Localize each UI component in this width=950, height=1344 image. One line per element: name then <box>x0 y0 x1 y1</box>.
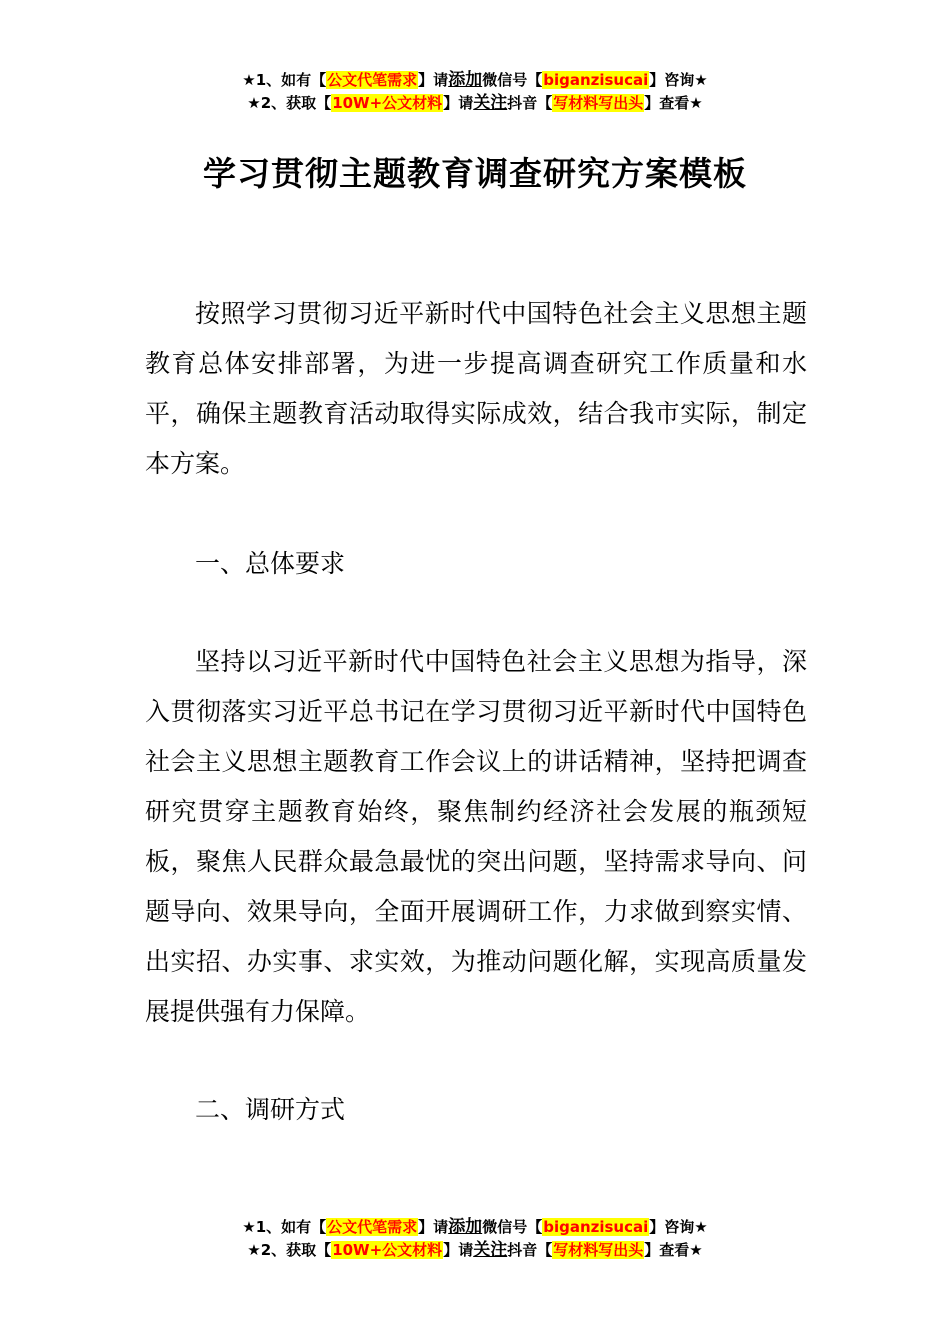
promo-emphasis-add: 添加 <box>448 70 483 90</box>
promo-text: ★2、获取【 <box>247 1241 332 1259</box>
promo-text: ★2、获取【 <box>247 94 332 112</box>
promo-text: 】咨询★ <box>649 71 708 89</box>
promo-text: 微信号【 <box>482 1218 543 1236</box>
promo-text: 】查看★ <box>644 1241 703 1259</box>
section-1-heading: 一、总体要求 <box>195 549 346 578</box>
promo-banner-bottom <box>0 1216 950 1262</box>
promo-highlight-wechat-id: biganzisucai <box>543 1218 649 1236</box>
intro-paragraph: 按照学习贯彻习近平新时代中国特色社会主义思想主题教育总体安排部署，为进一步提高调查研究工作质量和水平，确保主题教育活动取得实际成效，结合我市实际，制定本方案。 <box>145 299 807 478</box>
promo-text: 抖音【 <box>507 1241 553 1259</box>
promo-line-2 <box>0 92 950 115</box>
promo-highlight-service: 公文代笔需求 <box>327 1218 418 1236</box>
intro-block <box>145 289 807 489</box>
promo-text: ★1、如有【 <box>242 71 327 89</box>
promo-line-2 <box>0 1239 950 1262</box>
promo-text: 微信号【 <box>482 71 543 89</box>
promo-emphasis-add: 添加 <box>448 1217 483 1237</box>
section-1-heading-block <box>145 539 807 589</box>
section-1-body-block <box>145 637 807 1037</box>
promo-highlight-douyin: 写材料写出头 <box>553 1241 644 1259</box>
promo-text: 】请 <box>418 71 449 89</box>
promo-highlight-service: 公文代笔需求 <box>327 71 418 89</box>
promo-highlight-douyin: 写材料写出头 <box>553 94 644 112</box>
section-2-heading: 二、调研方式 <box>195 1095 346 1124</box>
promo-line-1 <box>0 69 950 92</box>
promo-highlight-wechat-id: biganzisucai <box>543 71 649 89</box>
promo-emphasis-follow: 关注 <box>473 93 508 113</box>
promo-text: 】请 <box>443 1241 474 1259</box>
promo-emphasis-follow: 关注 <box>473 1240 508 1260</box>
promo-text: 】咨询★ <box>649 1218 708 1236</box>
promo-highlight-materials: 10W+公文材料 <box>332 1241 443 1259</box>
promo-text: 】查看★ <box>644 94 703 112</box>
section-2-heading-block <box>145 1085 807 1135</box>
document-title: 学习贯彻主题教育调查研究方案模板 <box>203 154 747 193</box>
promo-text: 】请 <box>418 1218 449 1236</box>
promo-banner-top <box>0 69 950 115</box>
promo-text: ★1、如有【 <box>242 1218 327 1236</box>
promo-text: 抖音【 <box>507 94 553 112</box>
promo-highlight-materials: 10W+公文材料 <box>332 94 443 112</box>
promo-text: 】请 <box>443 94 474 112</box>
section-1-paragraph: 坚持以习近平新时代中国特色社会主义思想为指导，深入贯彻落实习近平总书记在学习贯彻习近平新时代中国特色社会主义思想主题教育工作会议上的讲话精神，坚持把调查研究贯穿主题教育始终，聚焦制约经济社会发展的瓶颈短板，聚焦人民群众最急最忧的突出问题，坚持需求导向、问题导向、效果导向，全面开展调研工作，力求做到察实情、出实招、办实事、求实效，为推动问题化解，实现高质量发展提供强有力保障。 <box>145 647 807 1026</box>
promo-line-1 <box>0 1216 950 1239</box>
